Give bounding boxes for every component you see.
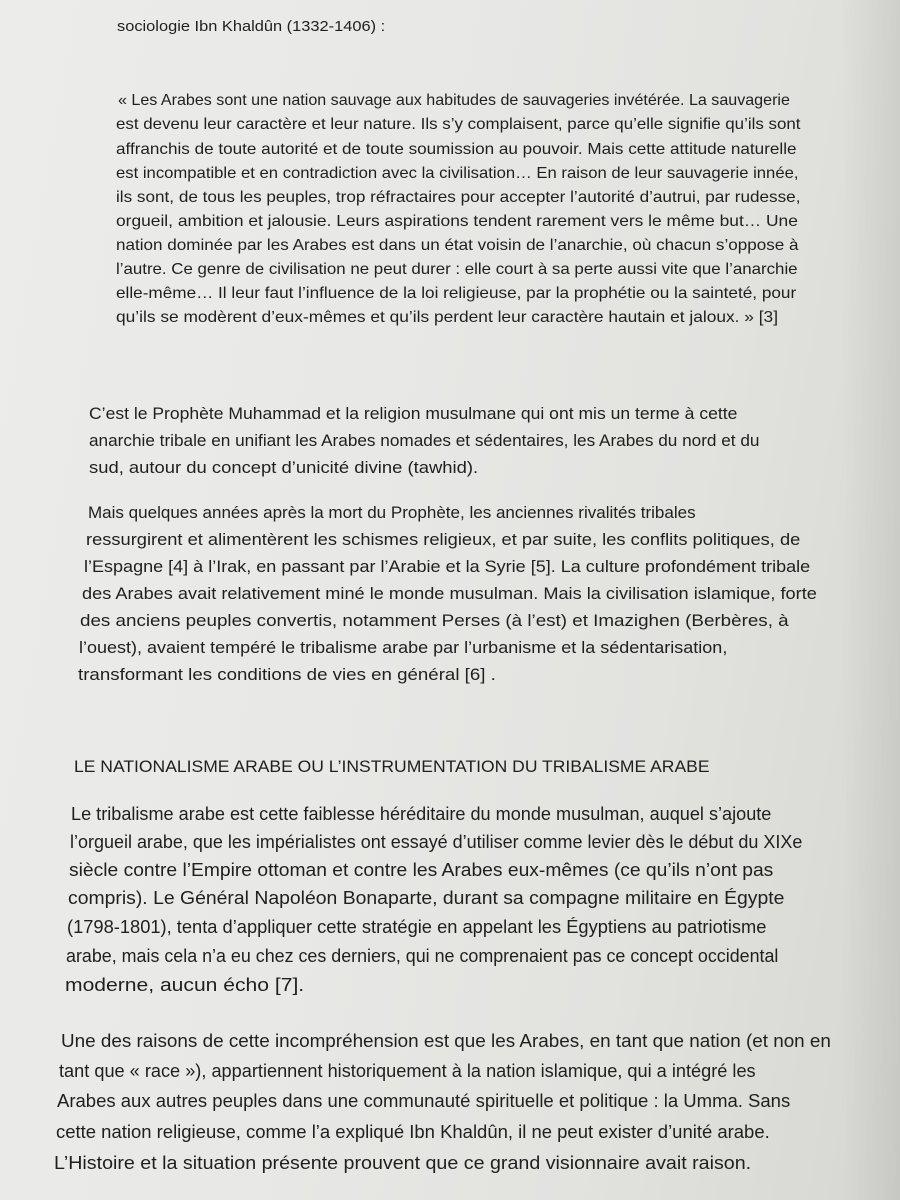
paragraph-line: ressurgirent et alimentèrent les schismes religieux, et par suite, les conflits politiques, de: [86, 530, 801, 549]
paragraph-line: L’Histoire et la situation présente prouvent que ce grand visionnaire avait raison.: [54, 1152, 752, 1173]
quote-line: ils sont, de tous les peuples, trop réfractaires pour accepter l’autorité d’autrui, par rudesse,: [116, 189, 801, 206]
quote-line: qu’ils se modèrent d’eux-mêmes et qu’ils perdent leur caractère hautain et jaloux. » [3]: [116, 309, 779, 326]
paragraph-line: anarchie tribale en unifiant les Arabes nomades et sédentaires, les Arabes du nord et du: [89, 431, 760, 450]
quote-line: affranchis de toute autorité et de toute soumission au pouvoir. Mais cette attitude naturelle: [116, 141, 797, 158]
paragraph-line: Une des raisons de cette incompréhension est que les Arabes, en tant que nation (et non en: [61, 1030, 831, 1051]
paragraph-line: Le tribalisme arabe est cette faiblesse héréditaire du monde musulman, auquel s’ajoute: [71, 804, 772, 824]
quote-line: est incompatible et en contradiction avec la civilisation… En raison de leur sauvagerie innée,: [116, 165, 799, 182]
quote-line: nation dominée par les Arabes est dans un état voisin de l’anarchie, où chacun s’oppose à: [116, 237, 799, 254]
paragraph-line: des Arabes avait relativement miné le monde musulman. Mais la civilisation islamique, forte: [82, 584, 817, 603]
page-shadow: [840, 0, 900, 1200]
paragraph-line: l’orgueil arabe, que les impérialistes ont essayé d’utiliser comme levier dès le début du XIXe: [70, 832, 803, 852]
paragraph-line: (1798-1801), tenta d’appliquer cette stratégie en appelant les Égyptiens au patriotisme: [67, 917, 767, 937]
paragraph-line: tant que « race »), appartiennent historiquement à la nation islamique, qui a intégré les: [59, 1060, 756, 1081]
paragraph-line: Mais quelques années après la mort du Prophète, les anciennes rivalités tribales: [88, 503, 696, 522]
top-line: sociologie Ibn Khaldûn (1332-1406) :: [117, 18, 386, 35]
paragraph-line: l’ouest), avaient tempéré le tribalisme arabe par l’urbanisme et la sédentarisation,: [79, 638, 728, 657]
paragraph-line: l’Espagne [4] à l’Irak, en passant par l’Arabie et la Syrie [5]. La culture profondément tribale: [84, 557, 811, 576]
quote-line: « Les Arabes sont une nation sauvage aux habitudes de sauvageries invétérée. La sauvagerie: [118, 92, 790, 109]
paragraph-line: Arabes aux autres peuples dans une communauté spirituelle et politique : la Umma. Sans: [57, 1090, 791, 1111]
section-heading: LE NATIONALISME ARABE OU L’INSTRUMENTATION DU TRIBALISME ARABE: [74, 757, 710, 776]
quote-line: est devenu leur caractère et leur nature. Ils s’y complaisent, parce qu’elle signifie qu’ils sont: [116, 116, 801, 133]
paragraph-line: arabe, mais cela n’a eu chez ces derniers, qui ne comprenaient pas ce concept occidental: [66, 946, 779, 966]
paragraph-line: moderne, aucun écho [7].: [65, 975, 305, 995]
paragraph-line: siècle contre l’Empire ottoman et contre les Arabes eux-mêmes (ce qu’ils n’ont pas: [69, 860, 774, 880]
paragraph-line: cette nation religieuse, comme l’a expliqué Ibn Khaldûn, il ne peut exister d’unité arabe.: [56, 1121, 770, 1142]
paragraph-line: sud, autour du concept d’unicité divine (tawhid).: [89, 458, 479, 477]
paragraph-line: C’est le Prophète Muhammad et la religion musulmane qui ont mis un terme à cette: [89, 404, 738, 423]
quote-line: elle-même… Il leur faut l’influence de la loi religieuse, par la prophétie ou la sainteté, pour: [116, 285, 797, 302]
paragraph-line: des anciens peuples convertis, notamment Perses (à l’est) et Imazighen (Berbères, à: [80, 611, 789, 630]
paragraph-line: compris). Le Général Napoléon Bonaparte, durant sa compagne militaire en Égypte: [68, 888, 785, 908]
paragraph-line: transformant les conditions de vies en général [6] .: [78, 665, 496, 684]
quote-line: orgueil, ambition et jalousie. Leurs aspirations tendent rarement vers le même but… Une: [116, 213, 798, 230]
quote-line: l’autre. Ce genre de civilisation ne peut durer : elle court à sa perte aussi vite que l’anarchie: [116, 261, 798, 278]
